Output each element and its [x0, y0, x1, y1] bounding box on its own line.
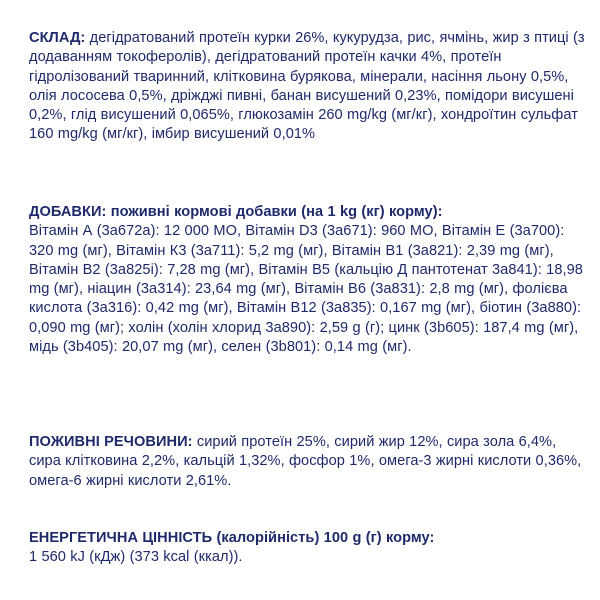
additives-heading: ДОБАВКИ: поживні кормові добавки (на 1 kg (кг) корму): — [29, 204, 443, 220]
energy-text: 1 560 kJ (кДж) (373 kcal (ккал)). — [29, 549, 243, 566]
additives-text: Вітамін А (3а672а): 12 000 МО, Вітамін D3 (3а671): 960 МО, Вітамін Е (3а700): 320 mg (мг), Вітамін К3 (3а711): 5,2 mg (мг), Вітамін В1 (3а821): 2,39 mg (мг), Вітамін В2 (3а825і): 7,28 mg (мг), Вітамін В5 (кальцію Д пантотенат 3а841): 18,98 mg (мг), ніацин (3а314): 23,64 mg (мг), Вітамін В6 (3а831): 2,8 mg (мг), фолієва кислота (3а316): 0,42 mg (мг), Вітамін В12 (3а835): 0,167 mg (мг), біотин (3а880): 0,090 mg (мг); холін (холін хлорид 3а890): 2,59 g (г); цинк (3b605): 187,4 mg (мг), мідь (3b405): 20,07 mg (мг), селен (3b801): 0,14 mg (мг). — [29, 223, 583, 356]
composition-section — [29, 29, 589, 145]
additives-section — [29, 203, 589, 357]
nutrients-section — [29, 433, 589, 491]
energy-heading: ЕНЕРГЕТИЧНА ЦІННІСТЬ (калорійність) 100 g (г) корму: — [29, 530, 435, 546]
nutrients-text: сирий протеїн 25%, сирий жир 12%, сира зола 6,4%, сира клітковина 2,2%, кальцій 1,32%, фосфор 1%, омега-3 жирні кислоти 0,36%, омега-6 жирні кислоти 2,61%. — [29, 434, 582, 489]
nutrients-heading: ПОЖИВНІ РЕЧОВИНИ: — [29, 434, 193, 450]
energy-section — [29, 529, 589, 568]
composition-text: дегідратований протеїн курки 26%, кукурудза, рис, ячмінь, жир з птиці (з додаванням токоферолів), дегідратований протеїн качки 4%, протеїн гідролізований тваринний, клітковина бурякова, мінерали, насіння льону 0,5%, олія лососева 0,5%, дріжджі пивні, банан висушений 0,23%, помідори висушені 0,2%, глід висушений 0,065%, глюкозамін 260 mg/kg (мг/кг), хондроїтин сульфат 160 mg/kg (мг/кг), імбир висушений 0,01% — [29, 30, 585, 143]
composition-heading: СКЛАД: — [29, 30, 86, 46]
